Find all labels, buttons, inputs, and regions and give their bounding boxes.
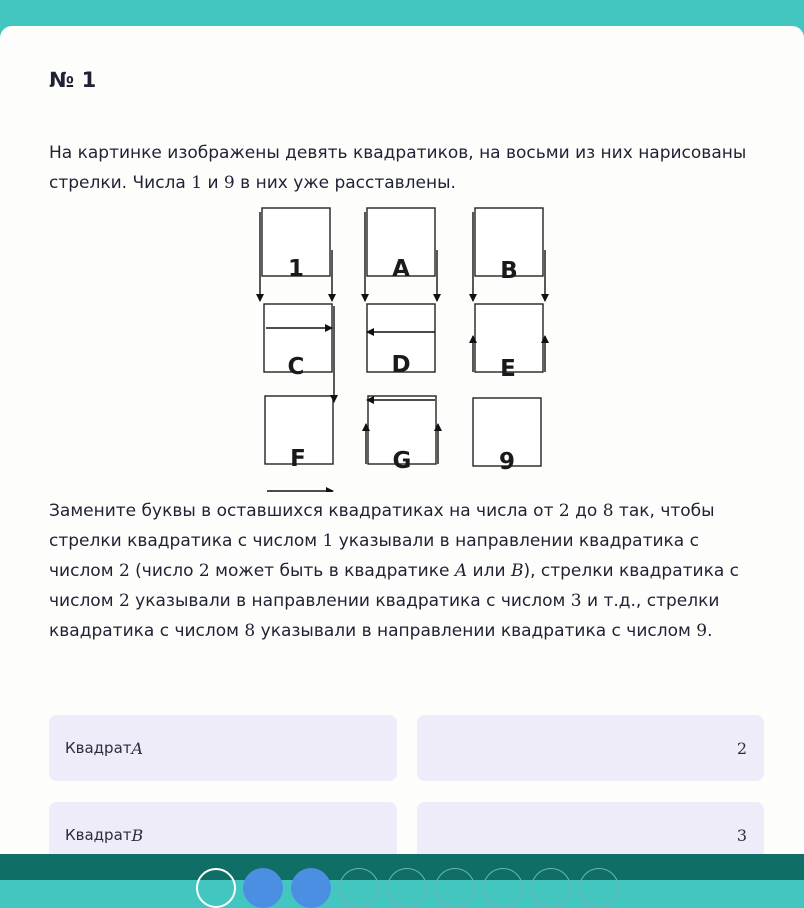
- label-G: G: [392, 448, 412, 474]
- task-instruction-text: Замените буквы в оставшихся квадратиках на числа от 2 до 8 так, чтобы стрелки квадратика с числом 1 указывали в направлении квадратика с числом 2 (число 2 может быть в квадратике A или B), стрелки квадратика с числом 2 указывали в направлении квадратика с числом 3 и т.д., стрелки квадратика с числом 8 указывали в направлении квадратика с числом 9.: [49, 501, 740, 641]
- arrow-squares-figure: [256, 206, 552, 492]
- top-band: [0, 0, 804, 26]
- answer-value-a[interactable]: 2: [417, 715, 764, 781]
- nav-task-9[interactable]: [579, 868, 619, 908]
- label-D: D: [391, 352, 411, 378]
- nav-task-8[interactable]: [531, 868, 571, 908]
- nav-task-7[interactable]: [483, 868, 523, 908]
- label-F: F: [290, 446, 306, 472]
- answer-label-b: Квадрат B: [49, 802, 397, 868]
- label-A: A: [392, 256, 410, 282]
- task-intro-text: На картинке изображены девять квадратиков, на восьми из них нарисованы стрелки. Числа 1 и 9 в них уже расставлены.: [49, 143, 747, 193]
- task-card: [0, 26, 804, 880]
- task-number: № 1: [49, 68, 97, 92]
- nav-task-4[interactable]: [339, 868, 379, 908]
- nav-task-2[interactable]: [243, 868, 283, 908]
- task-navigation-bar: [0, 854, 804, 880]
- answer-label-a: Квадрат A: [49, 715, 397, 781]
- label-E: E: [500, 356, 516, 382]
- nav-task-1[interactable]: [196, 868, 236, 908]
- label-B: B: [500, 258, 518, 284]
- label-C: C: [287, 354, 305, 380]
- nav-task-6[interactable]: [435, 868, 475, 908]
- nav-task-5[interactable]: [387, 868, 427, 908]
- nav-task-3[interactable]: [291, 868, 331, 908]
- label-1: 1: [287, 256, 305, 282]
- label-9: 9: [498, 449, 516, 475]
- answer-value-b[interactable]: 3: [417, 802, 764, 868]
